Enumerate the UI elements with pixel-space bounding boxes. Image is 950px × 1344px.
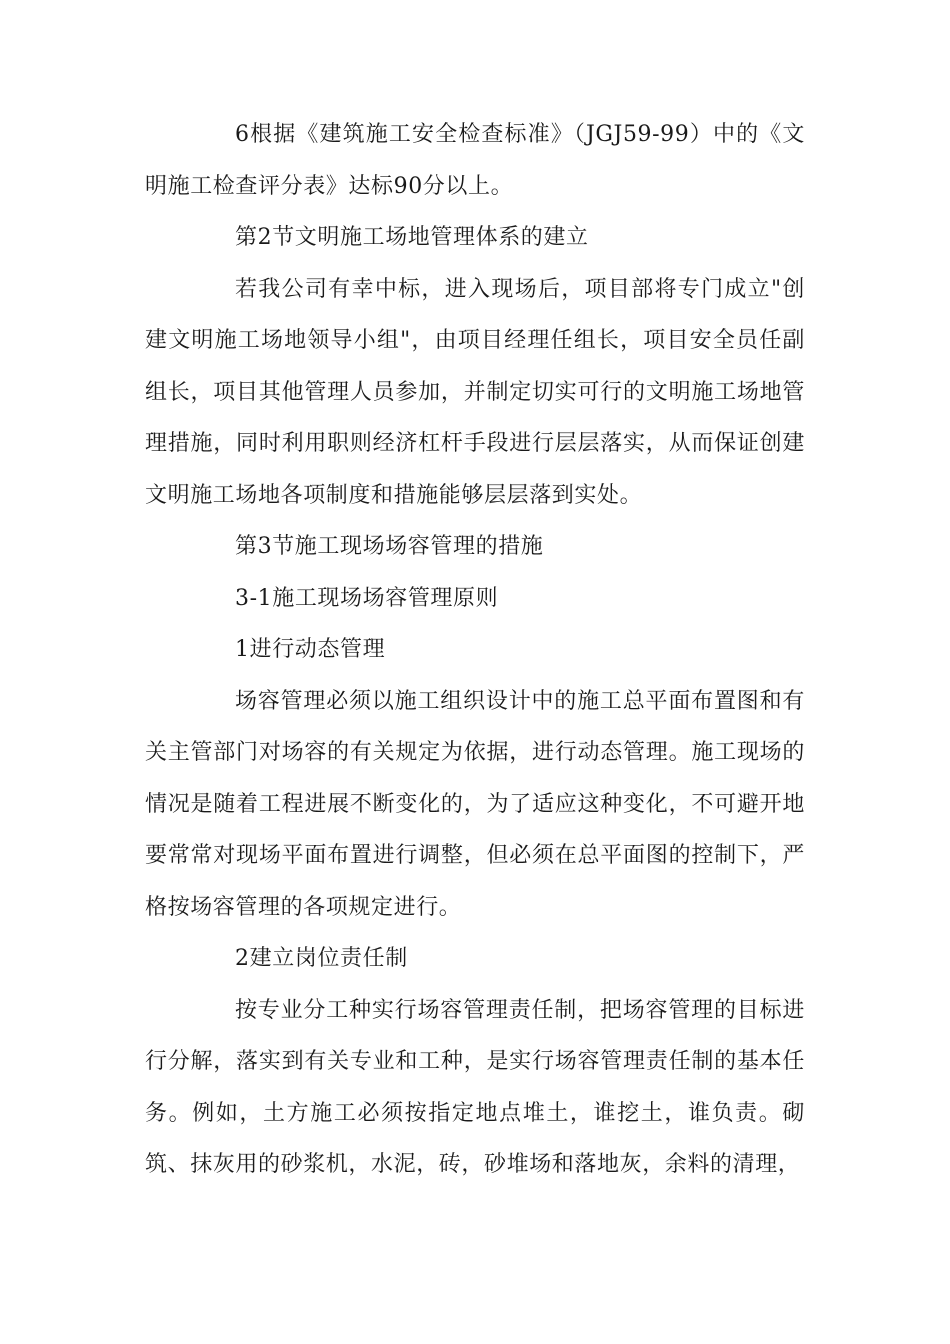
item-heading-dynamic-management: 1进行动态管理 <box>235 637 386 662</box>
subsection-heading-3-1: 3-1施工现场场容管理原则 <box>235 585 499 611</box>
section-heading-2: 第2节文明施工场地管理体系的建立 <box>235 225 589 250</box>
document-body <box>145 109 805 1191</box>
paragraph-standard-target: 6根据《建筑施工安全检查标准》（JGJ59-99）中的《文明施工检查评分表》达标90分以上。 <box>145 122 805 199</box>
paragraph-responsibility: 按专业分工种实行场容管理责任制，把场容管理的目标进行分解，落实到有关专业和工种，是实行场容管理责任制的基本任务。例如，土方施工必须按指定地点堆土，谁挖土，谁负责。砌筑、抹灰用的砂浆机，水泥，砖，砂堆场和落地灰，余料的清理， <box>145 997 805 1177</box>
section-heading-3: 第3节施工现场场容管理的措施 <box>235 534 544 559</box>
paragraph-leadership-group: 若我公司有幸中标，进入现场后，项目部将专门成立"创建文明施工场地领导小组"，由项目经理任组长，项目安全员任副组长，项目其他管理人员参加，并制定切实可行的文明施工场地管理措施，同时利用职则经济杠杆手段进行层层落实，从而保证创建文明施工场地各项制度和措施能够层层落到实处。 <box>145 276 805 508</box>
paragraph-dynamic-management: 场容管理必须以施工组织设计中的施工总平面布置图和有关主管部门对场容的有关规定为依据，进行动态管理。施工现场的情况是随着工程进展不断变化的，为了适应这种变化，不可避开地要常常对现场平面布置进行调整，但必须在总平面图的控制下，严格按场容管理的各项规定进行。 <box>145 688 805 920</box>
item-heading-responsibility: 2建立岗位责任制 <box>235 946 408 971</box>
